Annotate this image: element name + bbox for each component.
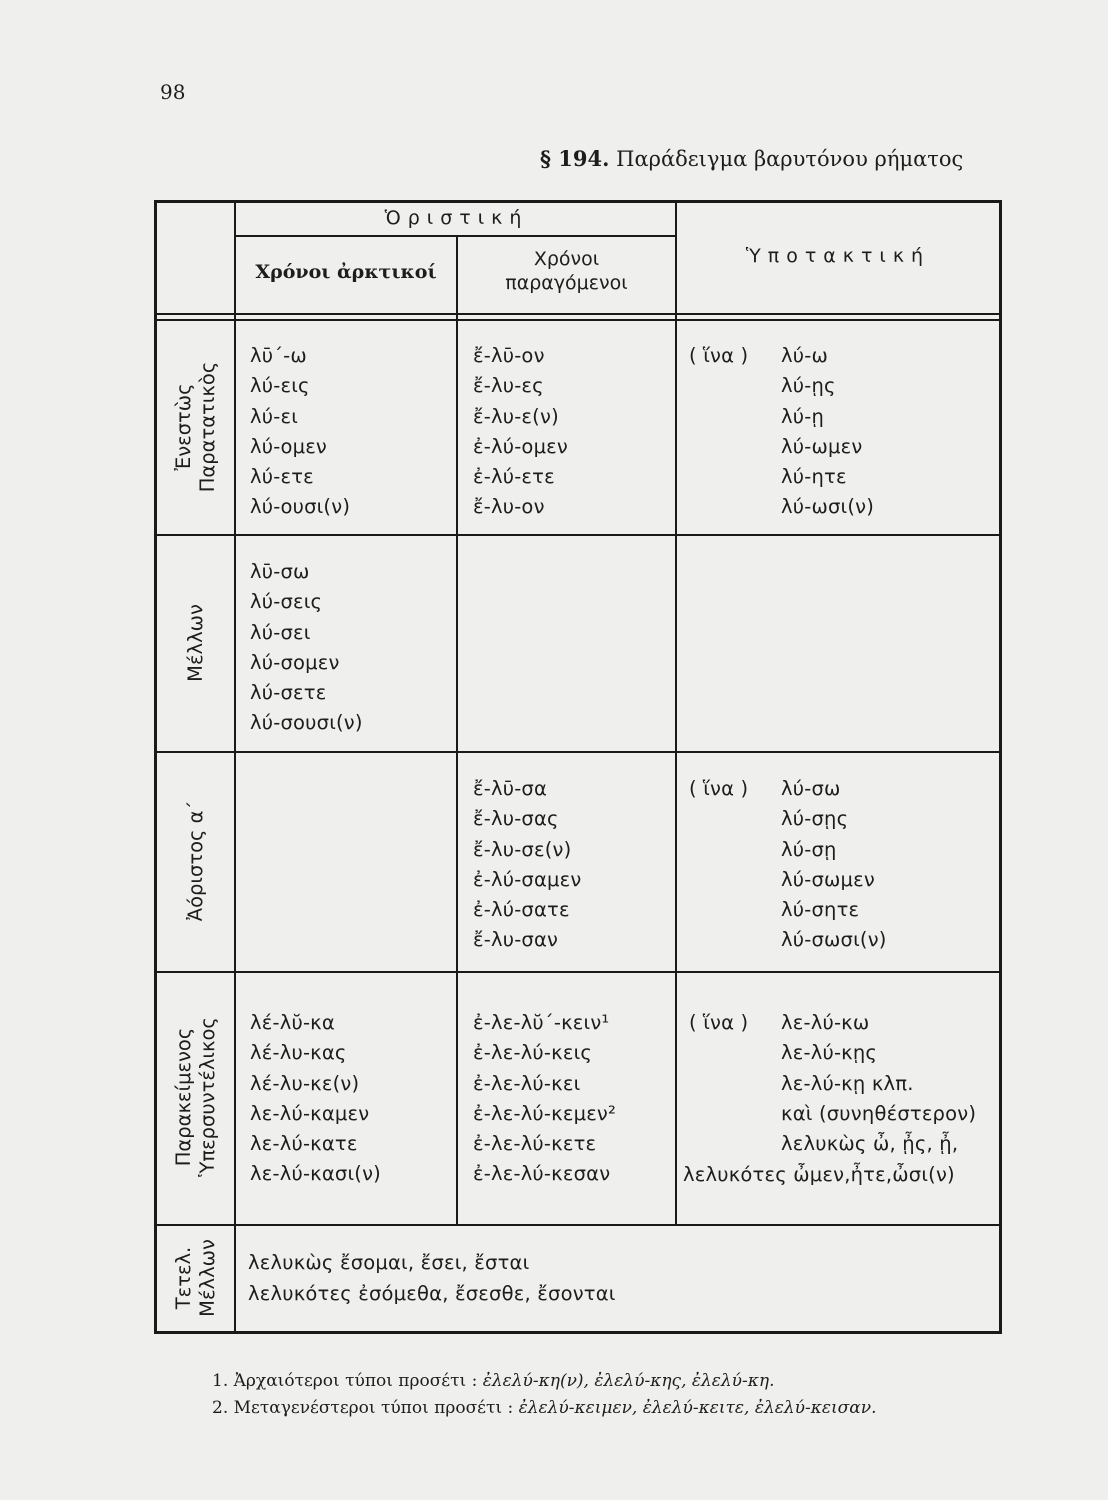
cell-aoristos-paragomenoi: ἔ-λῡ-σα ἔ-λυ-σας ἔ-λυ-σε(ν) ἐ-λύ-σαμεν ἐ-λύ-σατε ἔ-λυ-σαν <box>473 777 582 952</box>
cell-parakeimenos-ypotaktiki: λε-λύ-κω λε-λύ-κῃς λε-λύ-κῃ κλπ. καὶ (συνηθέστερον) λελυκὼς ὦ, ᾖς, ᾖ, <box>781 1011 977 1156</box>
header-oristiki: Ὁριστική <box>384 207 529 229</box>
footnotes <box>212 1368 877 1422</box>
footnote-1 <box>212 1368 877 1395</box>
cell-mellon-arktikoi: λῡ-σω λύ-σεις λύ-σει λύ-σομεν λύ-σετε λύ-σουσι(ν) <box>250 560 363 735</box>
cell-enestos-arktikoi: λῡ΄-ω λύ-εις λύ-ει λύ-ομεν λύ-ετε λύ-ουσι(ν) <box>250 344 351 519</box>
footnote-2 <box>212 1395 877 1422</box>
header-bottom-line <box>157 313 999 315</box>
cell-aoristos-ypotaktiki: λύ-σω λύ-σῃς λύ-σῃ λύ-σωμεν λύ-σητε λύ-σωσι(ν) <box>781 777 887 952</box>
header-paragomenoi: Χρόνοι παραγόμενοι <box>505 248 628 294</box>
cell-enestos-paragomenoi: ἔ-λῡ-ον ἔ-λυ-ες ἔ-λυ-ε(ν) ἐ-λύ-ομεν ἐ-λύ-ετε ἔ-λυ-ον <box>473 344 569 519</box>
ypotaktiki-column-line <box>675 203 677 1224</box>
cell-tetel-mellon: λελυκὼς ἔσομαι, ἔσει, ἔσται λελυκότες ἐσόμεθα, ἔσεσθε, ἔσονται <box>248 1251 616 1305</box>
row-label-mellon: Μέλλων <box>184 604 207 682</box>
cell-parakeimenos-arktikoi: λέ-λῠ-κα λέ-λυ-κας λέ-λυ-κε(ν) λε-λύ-καμεν λε-λύ-κατε λε-λύ-κασι(ν) <box>250 1011 381 1186</box>
header-arktikoi: Χρόνοι ἀρκτικοί <box>255 261 437 283</box>
label-column-line <box>234 203 236 1331</box>
row-label-aoristos: Ἀόριστος α΄ <box>184 800 207 922</box>
paradigm-table <box>154 200 1002 1334</box>
row-label-enestos: Ἐνεστὼς Παρατατικὸς <box>172 361 219 493</box>
footnote-2-lead: 2. Μεταγενέστεροι τύποι προσέτι : <box>212 1398 519 1418</box>
cell-enestos-hina: ( ἵνα ) <box>689 344 749 367</box>
row-label-tetel-mellon: Τετελ. Μέλλων <box>172 1239 219 1317</box>
footnote-1-forms: ἐλελύ-κη(ν), ἐλελύ-κης, ἐλελύ-κη. <box>482 1371 775 1391</box>
header-ypotaktiki: Ὑποτακτική <box>745 245 931 267</box>
row-divider-3 <box>157 971 999 973</box>
footnote-1-lead: 1. Ἀρχαιότεροι τύποι προσέτι : <box>212 1371 483 1391</box>
cell-enestos-ypotaktiki: λύ-ω λύ-ῃς λύ-ῃ λύ-ωμεν λύ-ητε λύ-ωσι(ν) <box>781 344 875 519</box>
cell-aoristos-hina: ( ἵνα ) <box>689 777 749 800</box>
header-bottom-line-2 <box>157 319 999 321</box>
cell-parakeimenos-hina: ( ἵνα ) <box>689 1011 749 1034</box>
footnote-2-forms: ἐλελύ-κειμεν, ἐλελύ-κειτε, ἐλελύ-κεισαν. <box>518 1398 877 1418</box>
section-title <box>540 146 963 171</box>
page-number: 98 <box>160 80 186 104</box>
cell-parakeimenos-ypotaktiki-last: λελυκότες ὦμεν,ἦτε,ὦσι(ν) <box>683 1163 955 1186</box>
row-divider-1 <box>157 534 999 536</box>
arktikoi-column-line <box>456 235 458 1224</box>
row-label-parakeimenos: Παρακείμενος Ὑπερσυντέλικος <box>172 1017 219 1177</box>
section-number: § 194. <box>540 146 610 171</box>
section-heading: Παράδειγμα βαρυτόνου ρήματος <box>616 147 964 171</box>
row-divider-2 <box>157 751 999 753</box>
cell-parakeimenos-paragomenoi: ἐ-λε-λῠ΄-κειν¹ ἐ-λε-λύ-κεις ἐ-λε-λύ-κει ἐ-λε-λύ-κεμεν² ἐ-λε-λύ-κετε ἐ-λε-λύ-κεσαν <box>473 1011 617 1186</box>
row-divider-4 <box>157 1224 999 1226</box>
